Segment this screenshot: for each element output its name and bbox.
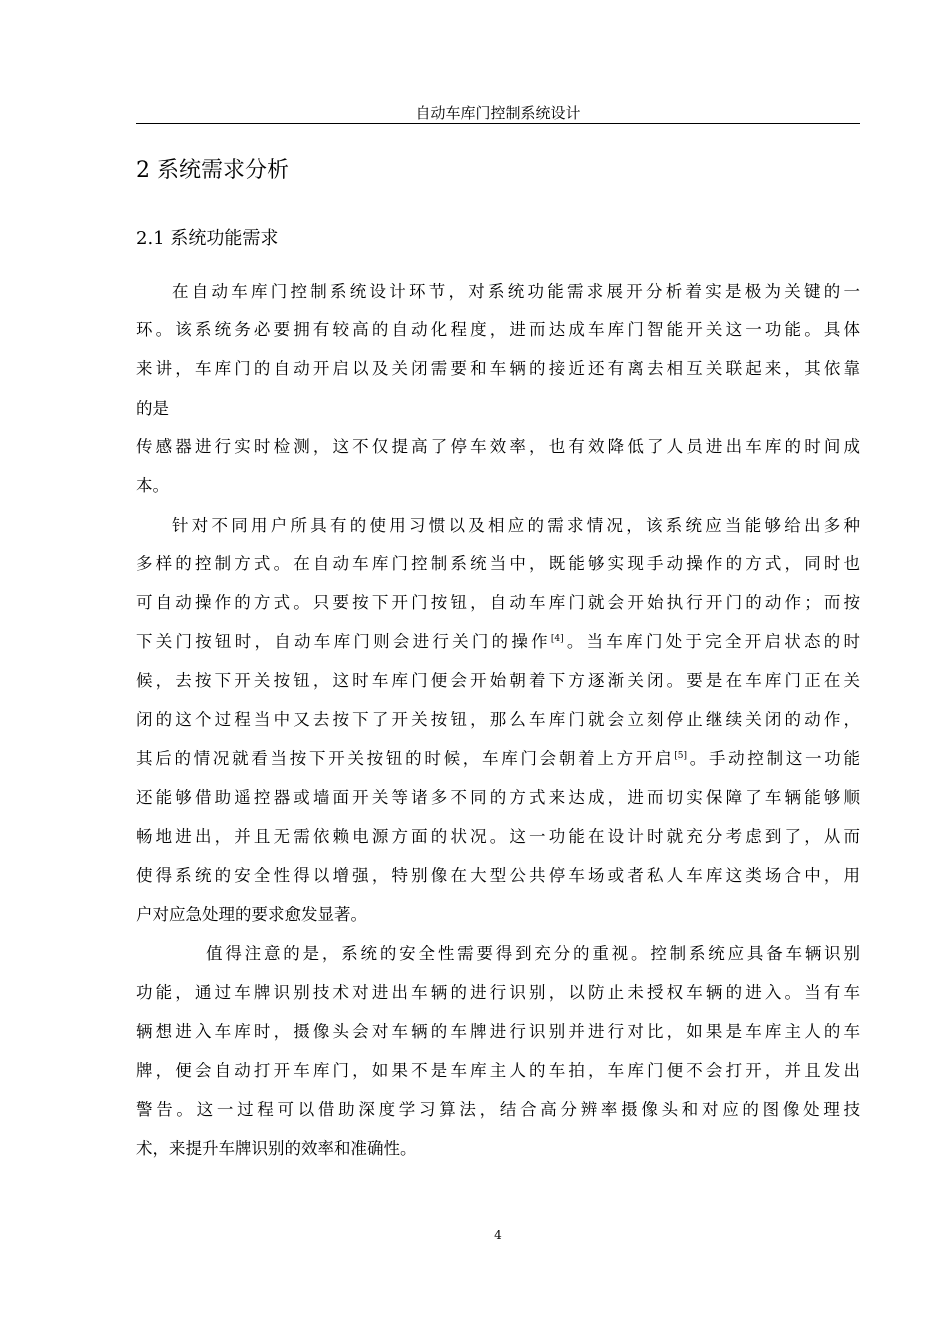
paragraph-line: 多样的控制方式。在自动车库门控制系统当中，既能够实现手动操作的方式，同时也 <box>136 554 860 573</box>
paragraph-line: 使得系统的安全性得以增强，特别像在大型公共停车场或者私人车库这类场合中，用 <box>136 866 860 885</box>
paragraph-line: 还能够借助遥控器或墙面开关等诸多不同的方式来达成，进而切实保障了车辆能够顺 <box>136 788 860 807</box>
paragraph-line: 可自动操作的方式。只要按下开门按钮，自动车库门就会开始执行开门的动作；而按 <box>136 593 860 612</box>
paragraph-line: 传感器进行实时检测，这不仅提高了停车效率，也有效降低了人员进出车库的时间成 <box>136 437 860 456</box>
paragraph-line: 功能，通过车牌识别技术对进出车辆的进行识别，以防止未授权车辆的进入。当有车 <box>136 983 860 1002</box>
section-heading: 2 系统需求分析 <box>136 158 289 183</box>
line-text: 其后的情况就看当按下开关按钮的时候，车库门会朝着上方开启 <box>136 749 675 768</box>
header-rule <box>136 123 860 124</box>
paragraph-line: 候，去按下开关按钮，这时车库门便会开始朝着下方逐渐关闭。要是在车库门正在关 <box>136 671 860 690</box>
paragraph-line <box>136 630 860 654</box>
paragraph-line: 值得注意的是，系统的安全性需要得到充分的重视。控制系统应具备车辆识别 <box>206 944 860 963</box>
paragraph-line: 畅地进出，并且无需依赖电源方面的状况。这一功能在设计时就充分考虑到了，从而 <box>136 827 860 846</box>
subsection-heading: 2.1 系统功能需求 <box>136 228 279 249</box>
paragraph-line: 在自动车库门控制系统设计环节，对系统功能需求展开分析着实是极为关键的一 <box>172 282 860 301</box>
running-header-title: 自动车库门控制系统设计 <box>415 104 581 122</box>
page-number: 4 <box>494 1228 502 1242</box>
line-text: 下关门按钮时，自动车库门则会进行关门的操作 <box>136 632 551 651</box>
paragraph-line: 牌，便会自动打开车库门，如果不是车库主人的车拍，车库门便不会打开，并且发出 <box>136 1061 860 1080</box>
paragraph-line: 环。该系统务必要拥有较高的自动化程度，进而达成车库门智能开关这一功能。具体 <box>136 320 860 339</box>
paragraph-line: 辆想进入车库时，摄像头会对车辆的车牌进行识别并进行对比，如果是车库主人的车 <box>136 1022 860 1041</box>
paragraph-line: 闭的这个过程当中又去按下了开关按钮，那么车库门就会立刻停止继续关闭的动作， <box>136 710 860 729</box>
paragraph-line: 本。 <box>136 476 169 495</box>
line-text: 。当车库门处于完全开启状态的时 <box>563 632 861 651</box>
line-text: 。手动控制这一功能 <box>687 749 861 768</box>
paragraph-line <box>136 747 860 771</box>
paragraph-line: 警告。这一过程可以借助深度学习算法，结合高分辨率摄像头和对应的图像处理技 <box>136 1100 860 1119</box>
paragraph-line: 术，来提升车牌识别的效率和准确性。 <box>136 1139 417 1158</box>
citation-ref-5[interactable]: [5] <box>674 751 687 761</box>
paragraph-line: 的是 <box>136 399 169 418</box>
paragraph-line: 户对应急处理的要求愈发显著。 <box>136 905 367 924</box>
paragraph-line: 针对不同用户所具有的使用习惯以及相应的需求情况，该系统应当能够给出多种 <box>172 516 860 535</box>
paragraph-line: 来讲，车库门的自动开启以及关闭需要和车辆的接近还有离去相互关联起来，其依靠 <box>136 359 860 378</box>
citation-ref-4[interactable]: [4] <box>550 634 564 644</box>
